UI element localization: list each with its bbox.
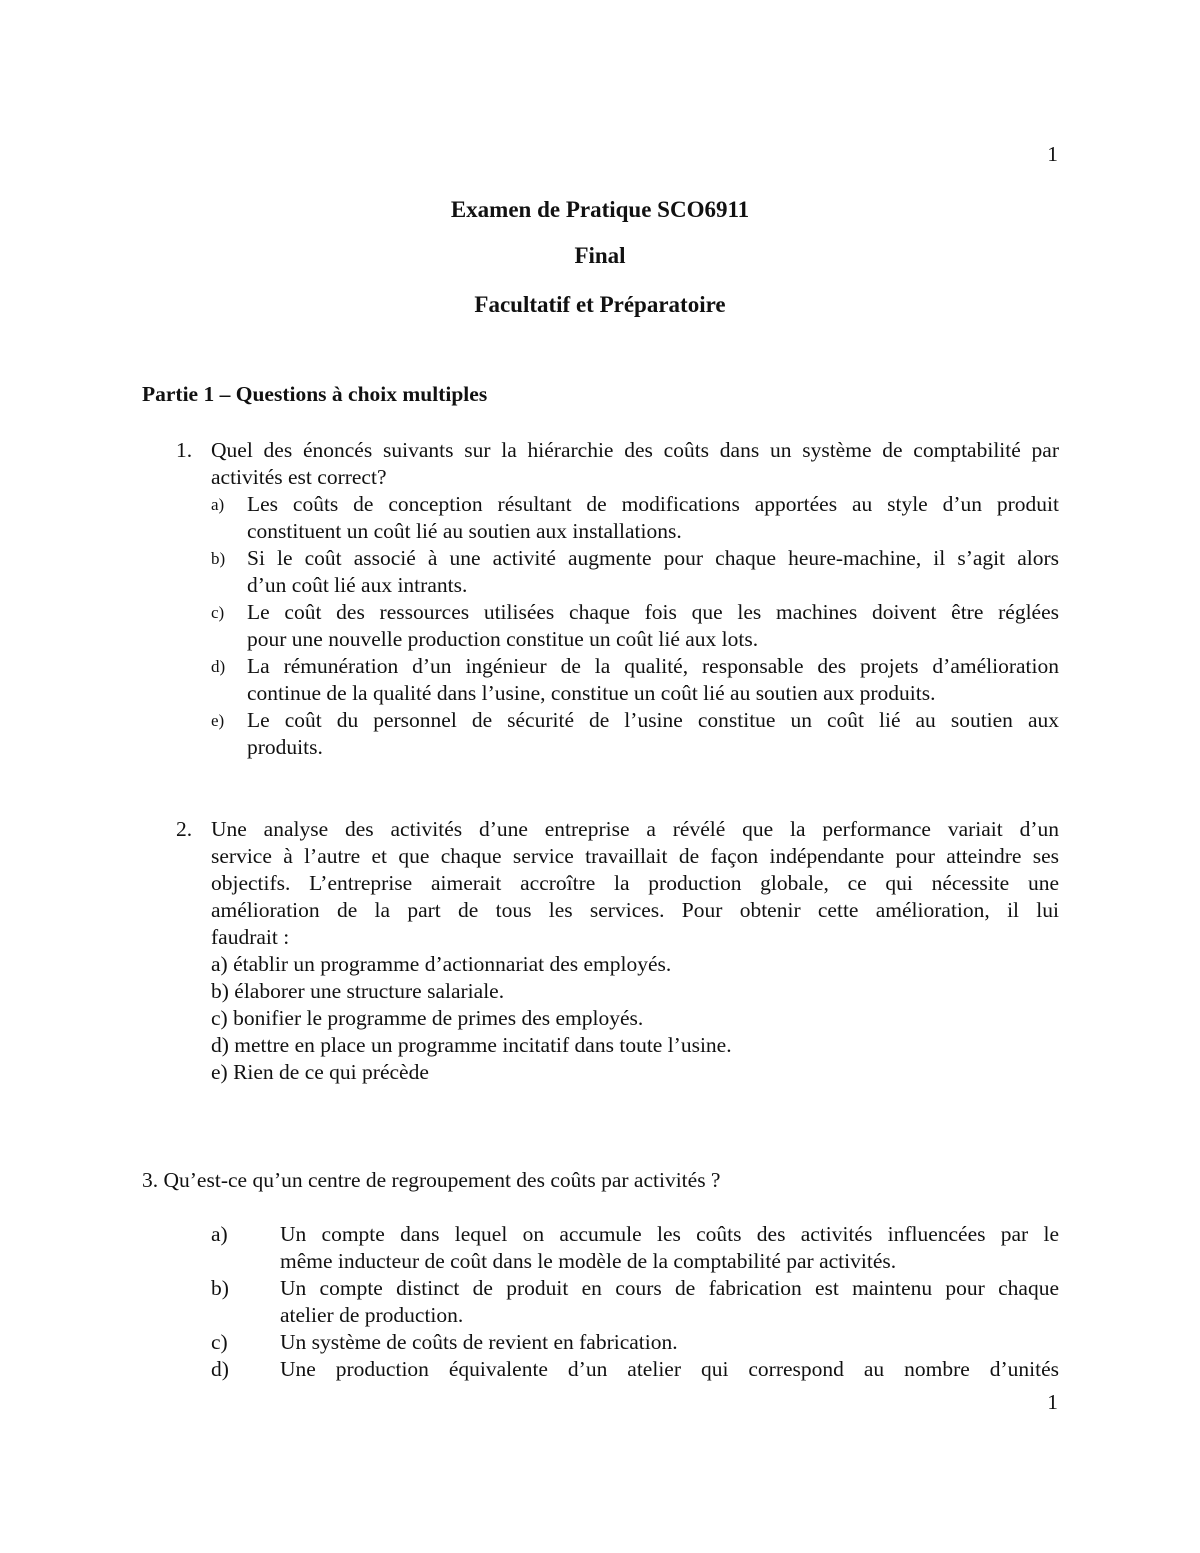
q3-option-a-line: Un compte dans lequel on accumule les coûts des activités influencées par le xyxy=(280,1222,1059,1246)
q2-option: e) Rien de ce qui précède xyxy=(211,1060,429,1084)
q2-text-line: objectifs. L’entreprise aimerait accroître la production globale, ce qui nécessite une xyxy=(211,871,1059,895)
page-number-bottom: 1 xyxy=(1047,1390,1058,1414)
q3-option-b-line: Un compte distinct de produit en cours de fabrication est maintenu pour chaque xyxy=(280,1276,1059,1300)
q2-text-line: faudrait : xyxy=(211,925,290,949)
q3-option-letter: d) xyxy=(211,1357,229,1381)
q3-option-letter: c) xyxy=(211,1330,228,1354)
q1-text-line: activités est correct? xyxy=(211,465,387,489)
page-number-top: 1 xyxy=(1047,142,1058,166)
q3-option-letter: b) xyxy=(211,1276,229,1300)
q2-option: a) établir un programme d’actionnariat des employés. xyxy=(211,952,672,976)
q1-option-letter: b) xyxy=(211,549,226,568)
q2-number: 2. xyxy=(176,817,193,841)
q1-option-d-line: continue de la qualité dans l’usine, constitue un coût lié au soutien aux produits. xyxy=(247,681,936,705)
q3-option-d-line: Une production équivalente d’un atelier qui correspond au nombre d’unités xyxy=(280,1357,1059,1381)
q2-text-line: Une analyse des activités d’une entreprise a révélé que la performance variait d’un xyxy=(211,817,1059,841)
section-heading: Partie 1 – Questions à choix multiples xyxy=(142,382,488,406)
document-subtitle-2: Facultatif et Préparatoire xyxy=(474,292,726,317)
q2-text-line: amélioration de la part de tous les services. Pour obtenir cette amélioration, il lui xyxy=(211,898,1059,922)
q1-option-b-line: Si le coût associé à une activité augmente pour chaque heure-machine, il s’agit alors xyxy=(247,546,1059,570)
q1-option-letter: d) xyxy=(211,657,226,676)
q1-option-d-line: La rémunération d’un ingénieur de la qualité, responsable des projets d’amélioration xyxy=(247,654,1059,678)
q1-option-c-line: pour une nouvelle production constitue un coût lié aux lots. xyxy=(247,627,759,651)
q1-option-b-line: d’un coût lié aux intrants. xyxy=(247,573,468,597)
q2-text-line: service à l’autre et que chaque service travaillait de façon indépendante pour atteindre ses xyxy=(211,844,1059,868)
q1-option-a-line: constituent un coût lié au soutien aux installations. xyxy=(247,519,682,543)
q1-option-letter: c) xyxy=(211,603,225,622)
q1-option-c-line: Le coût des ressources utilisées chaque fois que les machines doivent être réglées xyxy=(247,600,1059,624)
q3-option-letter: a) xyxy=(211,1222,228,1246)
q2-option: c) bonifier le programme de primes des employés. xyxy=(211,1006,644,1030)
q1-option-letter: e) xyxy=(211,711,225,730)
q1-option-e-line: Le coût du personnel de sécurité de l’usine constitue un coût lié au soutien aux xyxy=(247,708,1059,732)
q2-option: b) élaborer une structure salariale. xyxy=(211,979,505,1003)
document-subtitle: Final xyxy=(574,243,626,268)
q2-option: d) mettre en place un programme incitatif dans toute l’usine. xyxy=(211,1033,732,1057)
document-title: Examen de Pratique SCO6911 xyxy=(450,197,750,222)
q1-number: 1. xyxy=(176,438,193,462)
q1-option-a-line: Les coûts de conception résultant de modifications apportées au style d’un produit xyxy=(247,492,1059,516)
q3-option-c-line: Un système de coûts de revient en fabrication. xyxy=(280,1330,678,1354)
q3-option-a-line: même inducteur de coût dans le modèle de la comptabilité par activités. xyxy=(280,1249,897,1273)
q1-text-line: Quel des énoncés suivants sur la hiérarchie des coûts dans un système de comptabilité par xyxy=(211,438,1059,462)
q3-question: 3. Qu’est-ce qu’un centre de regroupement des coûts par activités ? xyxy=(142,1168,721,1192)
q1-option-e-line: produits. xyxy=(247,735,323,759)
q3-option-b-line: atelier de production. xyxy=(280,1303,464,1327)
q1-option-letter: a) xyxy=(211,495,225,514)
